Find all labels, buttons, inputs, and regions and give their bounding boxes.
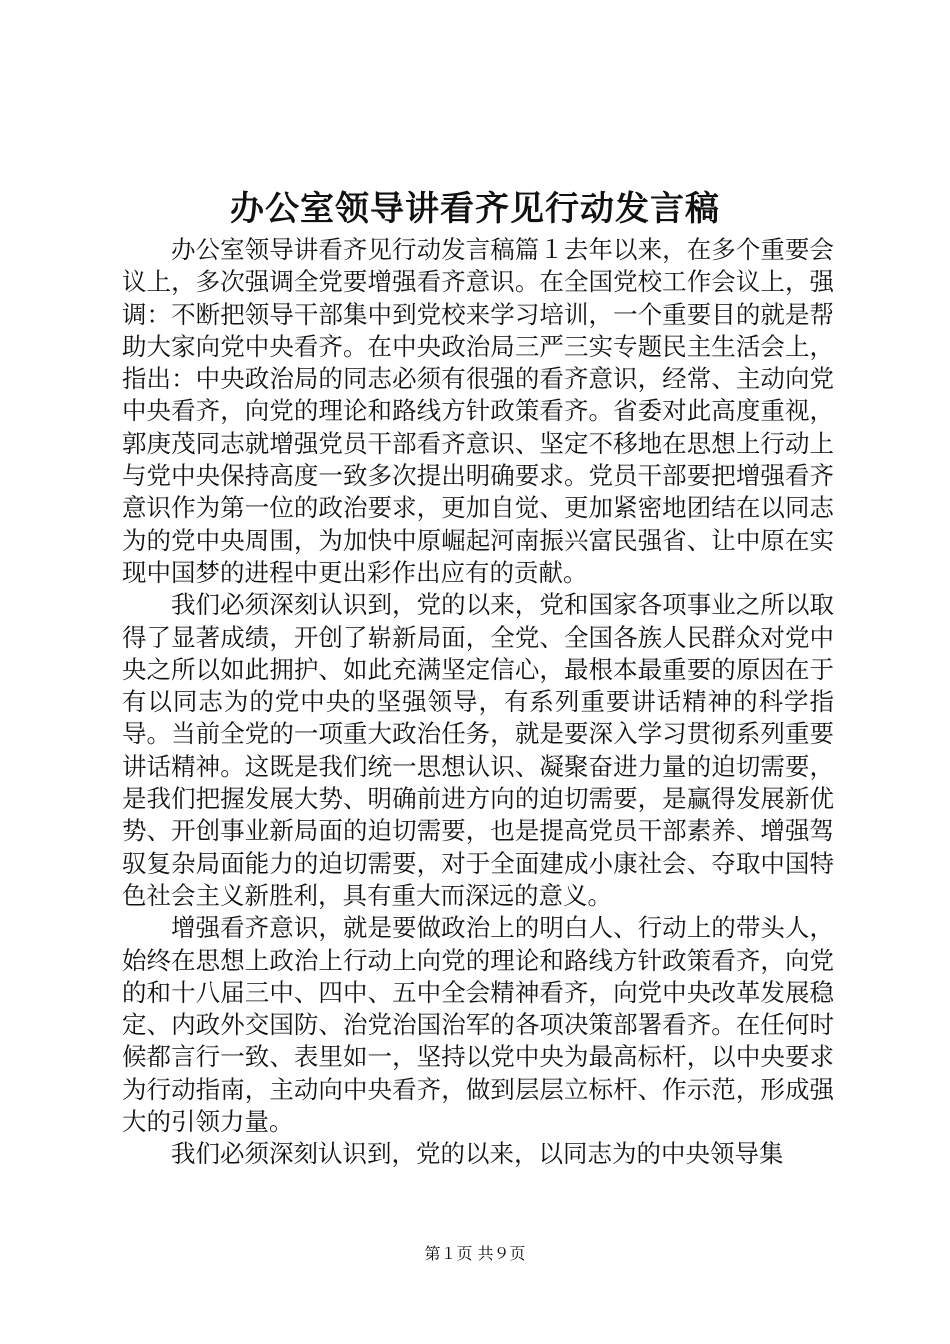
document-title: 办公室领导讲看齐见行动发言稿 (230, 189, 720, 229)
paragraph: 增强看齐意识，就是要做政治上的明白人、行动上的带头人，始终在思想上政治上行动上向党的理论和路线方针政策看齐，向党的和十八届三中、四中、五中全会精神看齐，向党中央改革发展稳定、内政外交国防、治党治国治军的各项决策部署看齐。在任何时候都言行一致、表里如一，坚持以党中央为最高标杆，以中央要求为行动指南，主动向中央看齐，做到层层立标杆、作示范，形成强大的引领力量。 (122, 913, 834, 1137)
paragraph: 我们必须深刻认识到，党的以来，以同志为的中央领导集 (171, 1139, 784, 1169)
paragraph: 办公室领导讲看齐见行动发言稿篇１去年以来，在多个重要会议上，多次强调全党要增强看齐意识。在全国党校工作会议上，强调：不断把领导干部集中到党校来学习培训，一个重要目的就是帮助大家向党中央看齐。在中央政治局三严三实专题民主生活会上，指出：中央政治局的同志必须有很强的看齐意识，经常、主动向党中央看齐，向党的理论和路线方针政策看齐。省委对此高度重视，郭庚茂同志就增强党员干部看齐意识、坚定不移地在思想上行动上与党中央保持高度一致多次提出明确要求。党员干部要把增强看齐意识作为第一位的政治要求，更加自觉、更加紧密地团结在以同志为的党中央周围，为加快中原崛起河南振兴富民强省、让中原在实现中国梦的进程中更出彩作出应有的贡献。 (122, 235, 834, 587)
page-number-footer: 第１页 共９页 (424, 1244, 526, 1263)
document-body (122, 234, 834, 1171)
paragraph: 我们必须深刻认识到，党的以来，党和国家各项事业之所以取得了显著成绩，开创了崭新局面，全党、全国各族人民群众对党中央之所以如此拥护、如此充满坚定信心，最根本最重要的原因在于有以同志为的党中央的坚强领导，有系列重要讲话精神的科学指导。当前全党的一项重大政治任务，就是要深入学习贯彻系列重要讲话精神。这既是我们统一思想认识、凝聚奋进力量的迫切需要，是我们把握发展大势、明确前进方向的迫切需要，是赢得发展新优势、开创事业新局面的迫切需要，也是提高党员干部素养、增强驾驭复杂局面能力的迫切需要，对于全面建成小康社会、夺取中国特色社会主义新胜利，具有重大而深远的意义。 (122, 590, 834, 910)
